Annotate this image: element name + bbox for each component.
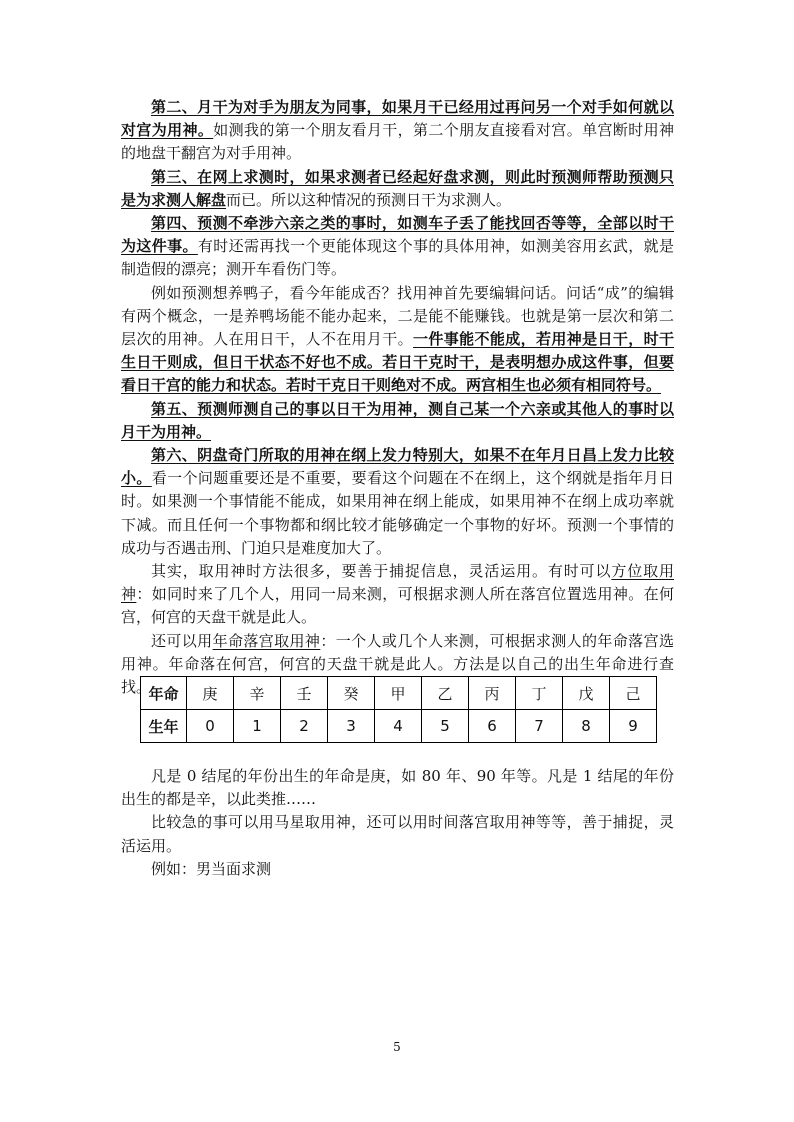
body-text-span: ：一个人或几个人来测，可根据求测人的年命落宫选用神。年命落在何宫，何宫的天盘干就是此人。方法是以自己的出生年命进行查找。 [121, 631, 674, 697]
emphasis-text: 第三、在网上求测时，如果求测者已经起好盘求测，则此时预测师帮助预测只是为求测人解盘 [121, 167, 674, 209]
body-text-span: 有时还需再找一个更能体现这个事的具体用神，如测美容用玄武，就是制造假的漂亮；测开车看伤门等。 [121, 237, 674, 279]
table-cell-stem: 己 [610, 677, 657, 710]
paragraph-year-rule: 凡是 0 结尾的年份出生的年命是庚，如 80 年、90 年等。凡是 1 结尾的年份出生的都是辛，以此类推…… [121, 767, 674, 809]
table-cell-stem: 丙 [469, 677, 516, 710]
emphasis-text: 第五、预测师测自己的事以日干为用神，测自己某一个六亲或其他人的事时以月干为用神。 [121, 399, 674, 441]
table-cell-stem: 庚 [187, 677, 234, 710]
body-text-span: 看一个问题重要还是不重要，要看这个问题在不在纲上，这个纲就是指年月日时。如果测一个事情能不能成，如果用神在纲上能成，如果用神不在纲上成功率就下减。而且任何一个事物都和纲比较才能够确定一个事物的好坏。预测一个事情的成功与否遇击刑、门迫只是难度加大了。 [121, 469, 674, 557]
table-cell-stem: 甲 [375, 677, 422, 710]
body-text-span: 如测我的第一个朋友看月干，第二个朋友直接看对宫。单宫断时用神的地盘干翻宫为对手用神。 [121, 121, 674, 163]
table-cell-stem: 丁 [516, 677, 563, 710]
paragraph-duck-example [121, 282, 674, 398]
table-cell-digit: 5 [422, 710, 469, 743]
table-cell-stem: 乙 [422, 677, 469, 710]
emphasis-text: 第四、预测不牵涉六亲之类的事时，如测车子丢了能找回否等等，全部以时干为这件事。 [121, 214, 674, 256]
body-text-span: 而已。所以这种情况的预测日干为求测人。 [226, 190, 512, 209]
table-cell-digit: 8 [563, 710, 610, 743]
table-cell-digit: 6 [469, 710, 516, 743]
table-row-label: 年命 [141, 677, 187, 710]
emphasis-text: 第六、阴盘奇门所取的用神在纲上发力特别大，如果不在年月日昌上发力比较小。 [121, 446, 674, 488]
paragraph-direction-method [121, 560, 674, 630]
body-text-after-table [121, 765, 674, 881]
paragraph-example-intro: 例如：男当面求测 [151, 859, 272, 878]
table-cell-stem: 辛 [234, 677, 281, 710]
table-cell-digit: 1 [234, 710, 281, 743]
body-text-span: 其实，取用神时方法很多，要善于捕捉信息，灵活运用。有时可以 [151, 562, 612, 581]
table-cell-digit: 4 [375, 710, 422, 743]
paragraph-3rd-rule [121, 166, 674, 212]
underlined-term: 年命落宫取用神 [212, 631, 321, 650]
table-row-birth-year [141, 710, 657, 743]
body-text [121, 96, 674, 699]
table-cell-digit: 3 [328, 710, 375, 743]
table-cell-stem: 壬 [281, 677, 328, 710]
paragraph-5th-rule [121, 398, 674, 444]
nianming-table [140, 676, 657, 743]
paragraph-4th-rule [121, 212, 674, 282]
table-cell-digit: 2 [281, 710, 328, 743]
page-number: 5 [393, 1040, 401, 1054]
table-cell-digit: 9 [610, 710, 657, 743]
table-row-label: 生年 [141, 710, 187, 743]
paragraph-6th-rule [121, 444, 674, 560]
emphasis-text: 第二、月干为对手为朋友为同事，如果月干已经用过再问另一个对手如何就以对宫为用神。 [121, 98, 674, 140]
emphasis-text: 一件事能不能成，若用神是日干，时干生日干则成，但日干状态不好也不成。若日干克时干，是表明想办成这件事，但要看日干宫的能力和状态。若时干克日干则绝对不成。两宫相生也必须有相同符号。 [121, 330, 674, 395]
paragraph-2nd-rule [121, 96, 674, 166]
paragraph-urgent-matters: 比较急的事可以用马星取用神，还可以用时间落宫取用神等等，善于捕捉，灵活运用。 [121, 813, 674, 855]
underlined-term: 方位取用神 [121, 562, 674, 604]
table-cell-digit: 0 [187, 710, 234, 743]
body-text-span: 还可以用 [151, 631, 213, 650]
table-cell-stem: 戊 [563, 677, 610, 710]
table-row-nianming [141, 677, 657, 710]
body-text-span: 例如预测想养鸭子，看今年能成否？找用神首先要编辑问话。问话“成”的编辑有两个概念，一是养鸭场能不能办起来，二是能不能赚钱。也就是第一层次和第二层次的用神。人在用日干，人不在用月干。 [121, 283, 674, 349]
table-cell-stem: 癸 [328, 677, 375, 710]
body-text-span: ：如同时来了几个人，用同一局来测，可根据求测人所在落宫位置选用神。在何宫，何宫的天盘干就是此人。 [121, 585, 674, 627]
table-cell-digit: 7 [516, 710, 563, 743]
